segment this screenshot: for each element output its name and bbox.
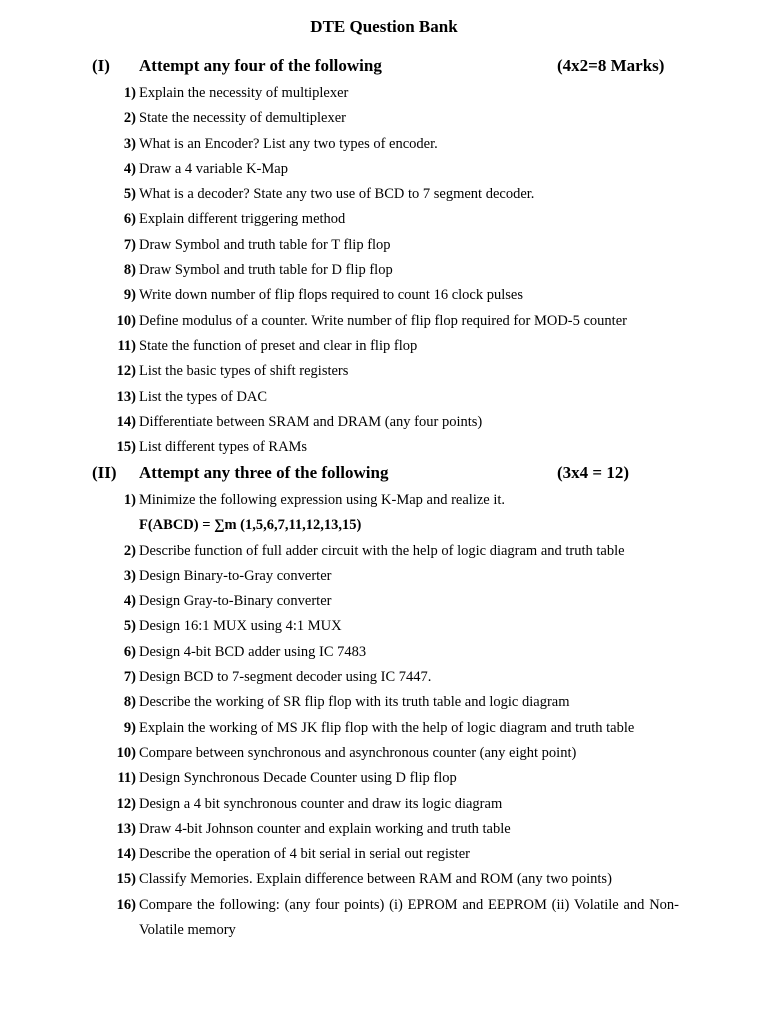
section-1-question-list	[0, 81, 768, 460]
question-text: Design 4-bit BCD adder using IC 7483	[139, 643, 367, 660]
question-number: 4)	[123, 160, 136, 177]
question-number: 11)	[117, 337, 136, 354]
question-item	[0, 283, 768, 308]
question-number: 10)	[116, 312, 136, 329]
question-text: Minimize the following expression using K-Map and realize it.	[139, 492, 506, 508]
section-2-heading: Attempt any three of the following	[139, 463, 389, 482]
question-number: 9)	[123, 719, 136, 736]
question-formula-line	[0, 513, 768, 538]
section-2-question-list	[0, 488, 768, 943]
section-2	[0, 462, 768, 939]
question-number: 1)	[123, 85, 136, 101]
question-text: What is a decoder? State any two use of BCD to 7 segment decoder.	[139, 186, 535, 203]
question-number: 12)	[116, 795, 136, 812]
question-item	[0, 564, 768, 589]
question-text: Describe function of full adder circuit with the help of logic diagram and truth table	[139, 542, 625, 559]
question-text: List the types of DAC	[139, 388, 268, 405]
question-formula: F(ABCD) = ∑m (1,5,6,7,11,12,13,15)	[139, 517, 362, 534]
question-item	[0, 258, 768, 283]
question-item	[0, 435, 768, 460]
question-number: 3)	[123, 135, 136, 152]
question-item	[0, 640, 768, 665]
question-text: Explain the working of MS JK flip flop with the help of logic diagram and truth table	[139, 719, 635, 736]
question-number: 13)	[116, 820, 136, 837]
question-item	[0, 410, 768, 435]
question-number: 2)	[123, 542, 136, 559]
question-text: Design a 4 bit synchronous counter and draw its logic diagram	[139, 795, 503, 812]
question-item	[0, 893, 768, 944]
question-text: Draw 4-bit Johnson counter and explain working and truth table	[139, 820, 511, 837]
question-item	[0, 741, 768, 766]
question-text: Explain the necessity of multiplexer	[139, 85, 349, 101]
question-number: 12)	[116, 363, 136, 380]
question-item	[0, 132, 768, 157]
question-text: Design 16:1 MUX using 4:1 MUX	[139, 618, 342, 635]
question-number: 2)	[123, 110, 136, 127]
question-number: 5)	[123, 618, 136, 635]
page-title: DTE Question Bank	[310, 17, 458, 36]
question-number: 15)	[116, 871, 136, 888]
question-text: State the function of preset and clear in flip flop	[139, 337, 418, 354]
question-number: 3)	[123, 567, 136, 584]
question-text: Design BCD to 7-segment decoder using IC 7447.	[139, 669, 432, 686]
section-2-header	[0, 462, 768, 484]
question-number: 1)	[123, 492, 136, 508]
question-item	[0, 539, 768, 564]
question-item	[0, 233, 768, 258]
question-item	[0, 665, 768, 690]
question-text: State the necessity of demultiplexer	[139, 110, 346, 127]
question-text: Describe the working of SR flip flop with its truth table and logic diagram	[139, 694, 570, 711]
question-number: 6)	[123, 211, 136, 228]
section-1	[0, 55, 768, 456]
question-text: What is an Encoder? List any two types of encoder.	[139, 135, 438, 152]
question-item	[0, 385, 768, 410]
question-text: List different types of RAMs	[139, 439, 308, 456]
question-item	[0, 792, 768, 817]
question-text: Define modulus of a counter. Write number of flip flop required for MOD-5 counter	[139, 312, 627, 329]
question-text: Compare the following: (any four points) (i) EPROM and EEPROM (ii) Volatile and Non-Volatile memory	[139, 896, 679, 939]
section-1-marks: (4x2=8 Marks)	[557, 56, 665, 75]
question-text: Draw Symbol and truth table for D flip flop	[139, 262, 393, 279]
question-number: 4)	[123, 593, 136, 610]
question-item	[0, 157, 768, 182]
question-number: 7)	[123, 236, 136, 253]
section-1-heading: Attempt any four of the following	[139, 56, 382, 75]
question-item	[0, 359, 768, 384]
question-number: 9)	[123, 287, 136, 304]
section-1-number: (I)	[92, 56, 110, 75]
question-number: 8)	[123, 694, 136, 711]
section-2-marks: (3x4 = 12)	[557, 463, 630, 482]
question-number: 10)	[116, 744, 136, 761]
question-text: Draw a 4 variable K-Map	[139, 160, 288, 177]
section-1-header	[0, 55, 768, 77]
question-item	[0, 817, 768, 842]
question-number: 16)	[116, 896, 136, 913]
question-text: Design Gray-to-Binary converter	[139, 593, 332, 610]
question-item	[0, 690, 768, 715]
question-item	[0, 716, 768, 741]
question-number: 14)	[116, 846, 136, 863]
section-2-number: (II)	[92, 463, 117, 482]
question-number: 5)	[123, 186, 136, 203]
question-item	[0, 207, 768, 232]
question-text: List the basic types of shift registers	[139, 363, 349, 380]
question-text: Write down number of flip flops required to count 16 clock pulses	[139, 287, 523, 304]
question-item	[0, 867, 768, 892]
question-item	[0, 309, 768, 334]
question-text: Design Synchronous Decade Counter using D flip flop	[139, 770, 457, 787]
question-number: 7)	[123, 669, 136, 686]
question-item	[0, 106, 768, 131]
question-item	[0, 766, 768, 791]
question-item	[0, 589, 768, 614]
question-text: Differentiate between SRAM and DRAM (any four points)	[139, 413, 483, 430]
question-text: Classify Memories. Explain difference between RAM and ROM (any two points)	[139, 871, 612, 888]
question-number: 8)	[123, 262, 136, 279]
question-item	[0, 334, 768, 359]
question-text: Compare between synchronous and asynchronous counter (any eight point)	[139, 744, 577, 761]
question-number: 11)	[117, 770, 136, 787]
question-number: 15)	[116, 439, 136, 456]
question-number: 14)	[116, 413, 136, 430]
question-text: Describe the operation of 4 bit serial in serial out register	[139, 846, 470, 863]
question-item	[0, 182, 768, 207]
question-item	[0, 842, 768, 867]
question-item	[0, 81, 768, 106]
question-item	[0, 614, 768, 639]
question-number: 13)	[116, 388, 136, 405]
question-text: Explain different triggering method	[139, 211, 346, 228]
question-number: 6)	[123, 643, 136, 660]
question-item	[0, 488, 768, 513]
question-text: Design Binary-to-Gray converter	[139, 567, 332, 584]
question-text: Draw Symbol and truth table for T flip flop	[139, 236, 391, 253]
